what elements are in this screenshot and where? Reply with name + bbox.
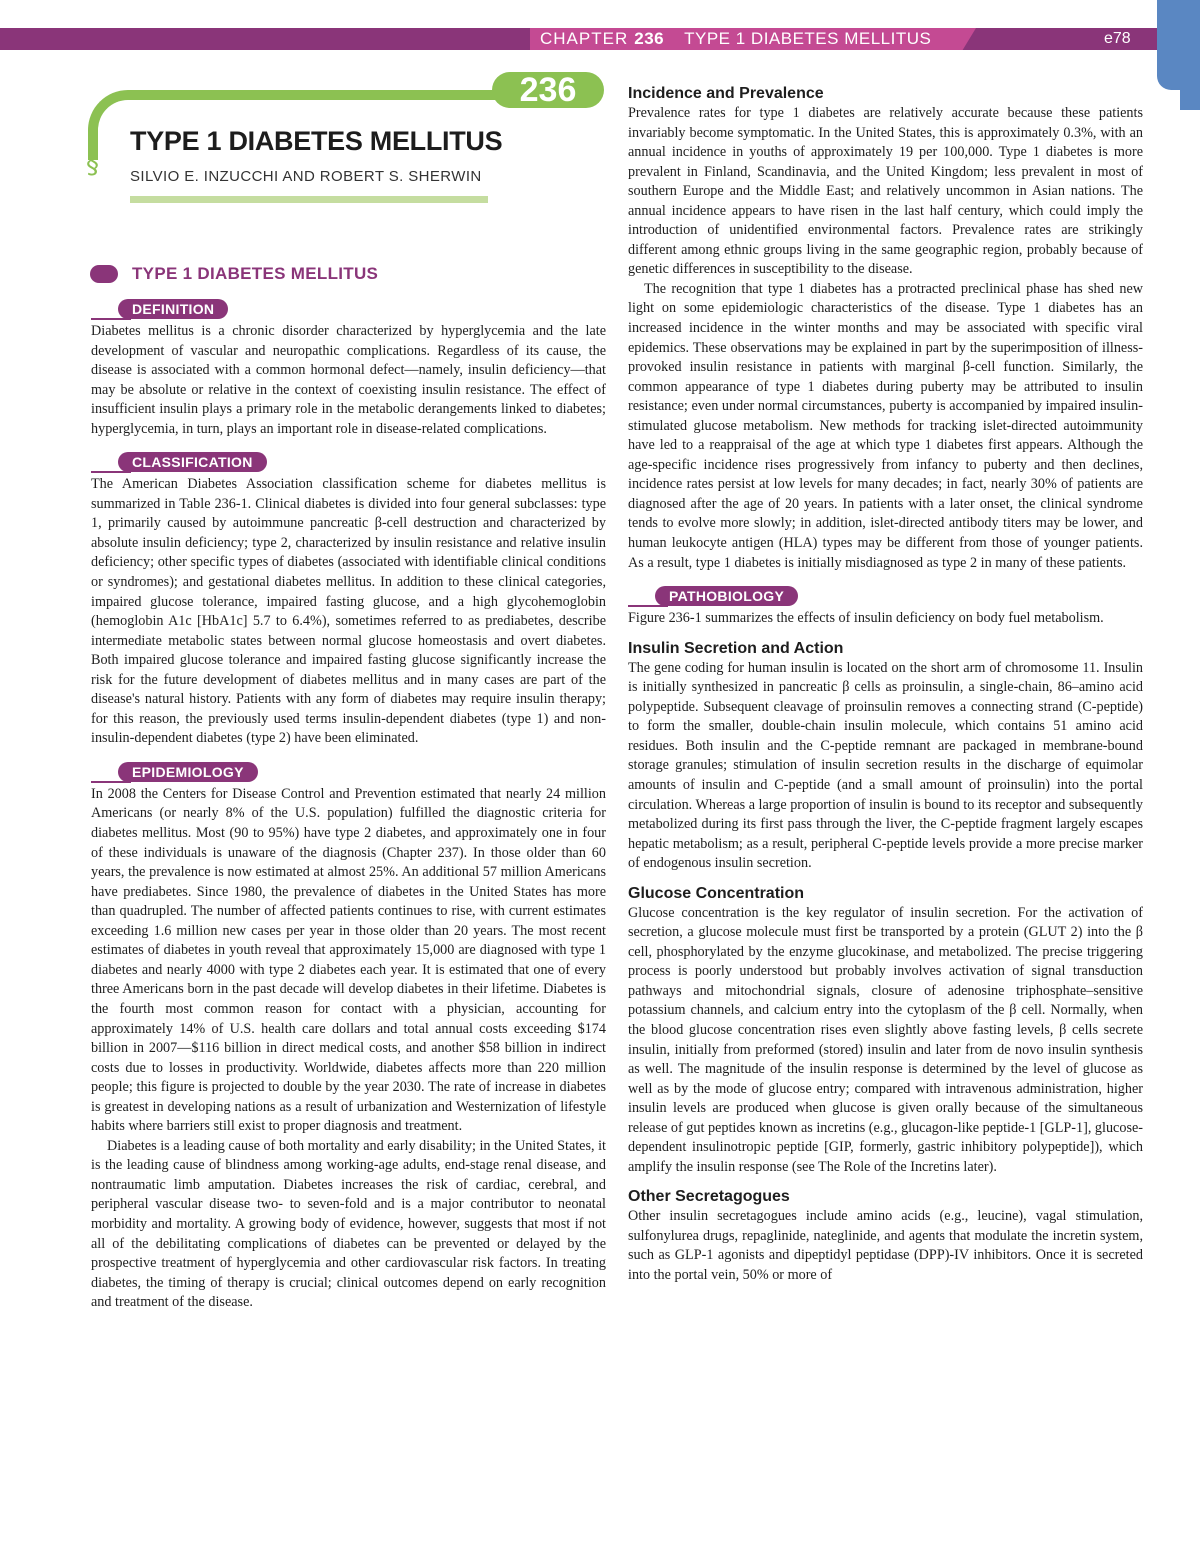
side-tab (1157, 0, 1200, 90)
incidence-text-2: The recognition that type 1 diabetes has a protracted preclinical phase has shed new light on some epidemiologic characteristics of the disease. Type 1 diabetes has an increased incidence in the winter months and may be associated with specific viral epidemics. These observations may be explained in part by the superimposition of illness-provoked insulin resistance in patients with marginal β-cell function. Similarly, the common appearance of type 1 diabetes during puberty may be attributed to insulin resistance; even under normal circumstances, puberty is accompanied by impaired insulin-stimulated glucose metabolism. New methods for tracking islet-directed autoimmunity have led to a reappraisal of the age at which type 1 diabetes first appears. Although the age-specific incidence rises progressively from infancy to puberty and then declines, incidence rates persist at low levels for many decades; in fact, nearly 30% of patients are diagnosed after the age of 20 years. In patients with a later onset, the clinical syndrome tends to evolve more slowly; in addition, islet-directed antibody titers may be lower, and human leukocyte antigen (HLA) types may be different from those of younger patients. As a result, type 1 diabetes is initially misdiagnosed as type 2 in many of these patients. (628, 280, 1143, 571)
epidemiology-text-2: Diabetes is a leading cause of both mortality and early disability; in the United States, it is the leading cause of blindness among working-age adults, end-stage renal disease, and nontraumatic limb amputation. Diabetes increases the risk of cardiac, cerebral, and peripheral vascular disease two- to seven-fold and is a major contributor to neonatal morbidity and mortality. A growing body of evidence, however, suggests that most if not all of the debilitating complications of diabetes can be prevented or delayed by the prospective treatment of hyperglycemia and other cardiovascular risk factors. In treating diabetes, the timing of therapy is crucial; clinical outcomes depend on early recognition and treatment of the disease. (91, 1137, 606, 1311)
other-secretagogues-text: Other insulin secretagogues include amino acids (e.g., leucine), vagal stimulation, sulfonylurea drugs, repaglinide, nateglinide, and agents that modulate the incretin system, such as GLP-1 agonists and dipeptidyl peptidase (DPP)-IV inhibitors. Once it is secreted into the portal vein, 50% or more of (628, 1208, 1143, 1283)
other-secretagogues-heading: Other Secretagogues (628, 1188, 790, 1206)
title-underline (130, 196, 488, 203)
side-tab-extension (1180, 90, 1200, 110)
pathobiology-label: PATHOBIOLOGY (655, 586, 798, 606)
caduceus-icon: § (86, 150, 99, 180)
section-heading (90, 264, 378, 284)
right-column (628, 84, 1143, 1286)
insulin-heading: Insulin Secretion and Action (628, 639, 844, 657)
epidemiology-label: EPIDEMIOLOGY (118, 762, 258, 782)
header-chapter-title: TYPE 1 DIABETES MELLITUS (684, 29, 932, 48)
classification-text: The American Diabetes Association classification scheme for diabetes mellitus is summarized in Table 236-1. Clinical diabetes is divided into four general subclasses: type 1, primarily caused by autoimmune pancreatic β-cell destruction and characterized by absolute insulin deficiency; type 2, characterized by insulin resistance and relative insulin deficiency; other specific types of diabetes (associated with identifiable clinical conditions or syndromes); and gestational diabetes mellitus. In addition to these clinical categories, impaired glucose tolerance, impaired fasting glucose, and a high glycohemoglobin (hemoglobin A1c [HbA1c] 5.7 to 6.4%), sometimes referred to as prediabetes, describe intermediate metabolic states between normal glucose homeostasis and overt diabetes. Both impaired glucose tolerance and impaired fasting glucose significantly increase the risk for the future development of diabetes mellitus and in many cases are part of the disease's natural history. Patients with any form of diabetes may require insulin therapy; for this reason, the previously used terms insulin-dependent diabetes (type 1) and non-insulin-dependent diabetes (type 2) have been eliminated. (91, 476, 606, 747)
glucose-text: Glucose concentration is the key regulator of insulin secretion. For the activation of secretion, a glucose molecule must first be transported by a protein (GLUT 2) into the β cell, phosphorylated by the enzyme glucokinase, and metabolized. The precise triggering process is poorly understood but probably involves activation of signal transduction pathways and mitochondrial signals, closure of adenosine triphosphate–sensitive potassium channels, and calcium entry into the cytoplasm of the β cell. Normally, when the blood glucose concentration rises even slightly above fasting levels, β cells secrete insulin, initially from preformed (stored) insulin and later from de novo insulin synthesis as well. The magnitude of the insulin response is determined by the level of glucose as well as by the mode of glucose entry; compared with intravenous administration, higher insulin levels are produced when glucose is given orally because of the simultaneous release of gut peptides known as incretins (e.g., glucagon-like peptide-1 [GLP-1], glucose-dependent insulinotropic peptide [GIP, formerly, gastric inhibitory polypeptide]), which amplify the insulin response (see The Role of the Incretins later). (628, 904, 1143, 1175)
left-column (91, 296, 606, 1313)
running-header (540, 28, 931, 50)
classification-label: CLASSIFICATION (118, 452, 267, 472)
section-title: TYPE 1 DIABETES MELLITUS (132, 264, 379, 283)
chapter-number-badge: 236 (492, 72, 604, 108)
chapter-title: TYPE 1 DIABETES MELLITUS (130, 126, 503, 156)
definition-label: DEFINITION (118, 299, 228, 319)
section-bullet-icon (90, 265, 118, 283)
page-number: e78 (1104, 30, 1131, 47)
insulin-text: The gene coding for human insulin is located on the short arm of chromosome 11. Insulin is initially synthesized in pancreatic β cells as proinsulin, a single-chain, 86–amino acid polypeptide. Subsequent cleavage of proinsulin removes a connecting strand (C-peptide) to form the smaller, double-chain insulin molecule, which contains 51 amino acid residues. Both insulin and the C-peptide remnant are packaged in membrane-bound storage granules; stimulation of insulin secretion results in the discharge of equimolar amounts of insulin and C-peptide (and a small amount of proinsulin) into the portal circulation. Whereas a large proportion of insulin is bound to its receptor and subsequently metabolized during its first pass through the liver, the C-peptide fragment largely escapes hepatic metabolism; as a result, peripheral C-peptide levels provide a more precise marker of endogenous insulin secretion. (628, 659, 1143, 872)
header-chapter-word: CHAPTER (540, 29, 629, 48)
chapter-authors: SILVIO E. INZUCCHI AND ROBERT S. SHERWIN (130, 168, 482, 185)
epidemiology-text-1: In 2008 the Centers for Disease Control and Prevention estimated that nearly 24 million Americans (or nearly 8% of the U.S. population) fulfilled the diagnostic criteria for diabetes mellitus. Most (90 to 95%) have type 2 diabetes, and approximately one in four of these individuals is unaware of the diagnosis (Chapter 237). In those older than 60 years, the prevalence is now estimated at almost 25%. An additional 57 million Americans have prediabetes. Since 1980, the prevalence of diabetes in the United States has more than quadrupled. The number of affected patients continues to rise, with current estimates exceeding 1.6 million new cases per year in those older than 20 years. The most recent estimates of diabetes in youth reveal that approximately 15,000 are diagnosed with type 1 diabetes and nearly 4000 with type 2 diabetes each year. It is estimated that one of every three Americans born in the past decade will develop diabetes in their lifetime. Diabetes is the fourth most common reason for contact with a physician, accounting for approximately 14% of U.S. health care dollars and total annual costs exceeding $174 billion in 2007—$116 billion in direct medical costs, and another $58 billion in indirect costs due to losses in productivity. Worldwide, diabetes affects more than 220 million people; this figure is projected to double by the year 2030. The rate of increase in diabetes is greatest in developing nations as a result of urbanization and Westernization of lifestyle habits where barriers still exist to proper diagnosis and treatment. (91, 785, 606, 1135)
incidence-heading: Incidence and Prevalence (628, 85, 824, 102)
definition-text: Diabetes mellitus is a chronic disorder characterized by hyperglycemia and the late development of vascular and neuropathic complications. Regardless of its cause, the disease is associated with a common hormonal defect—namely, insulin deficiency—that may be absolute or relative in the context of coexisting insulin resistance. The effect of insufficient insulin plays a primary role in the metabolic derangements linked to diabetes; hyperglycemia, in turn, plays an important role in disease-related complications. (91, 323, 606, 437)
pathobiology-text: Figure 236-1 summarizes the effects of insulin deficiency on body fuel metabolism. (628, 610, 1104, 627)
glucose-heading: Glucose Concentration (628, 884, 805, 902)
header-chapter-number: 236 (634, 29, 665, 48)
incidence-text-1: Prevalence rates for type 1 diabetes are relatively accurate because these patients invariably become symptomatic. In the United States, this is approximately 0.3%, with an annual incidence in youths of approximately 19 per 100,000. Type 1 diabetes is more prevalent in Finland, Scandinavia, and the United Kingdom; less prevalent in most of southern Europe and the Middle East; and relatively uncommon in Asian nations. The annual incidence appears to have risen in the last half century, which could imply the introduction of unidentified environmental factors. Prevalence rates are strikingly different among ethnic groups living in the same geographic region, probably because of genetic differences in susceptibility to the disease. (628, 105, 1143, 278)
